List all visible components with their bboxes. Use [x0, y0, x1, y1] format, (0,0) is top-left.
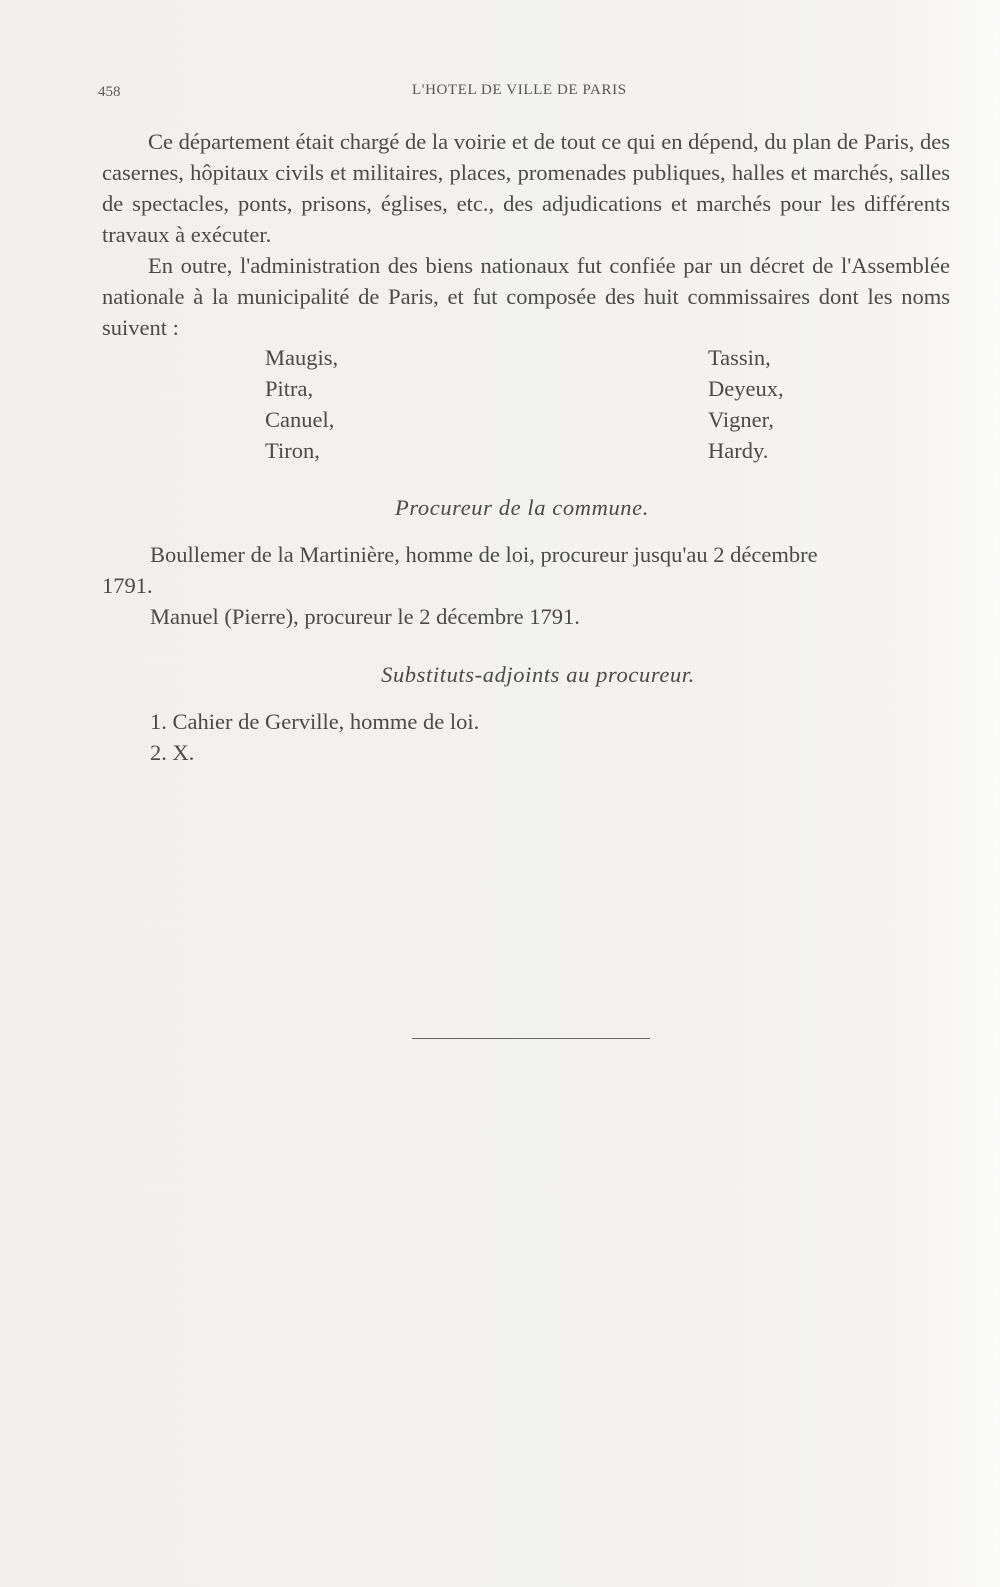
paragraph-biens-nationaux-text: En outre, l'administration des biens nationaux fut confiée par un décret de l'Assemblée nationale à la municipalité de Paris, et fut composée des huit commissaires dont les noms suivent : [102, 253, 950, 340]
substitut-item: 1. Cahier de Gerville, homme de loi. [150, 709, 480, 734]
procureur-entry: Manuel (Pierre), procureur le 2 décembre 1791. [150, 604, 580, 629]
commissaire-name: Canuel, [265, 407, 335, 432]
running-title: L'HOTEL DE VILLE DE PARIS [412, 82, 627, 98]
paragraph-voirie-text: Ce département était chargé de la voirie et de tout ce qui en dépend, du plan de Paris, des casernes, hôpitaux civils et militaires, places, promenades publiques, halles et marchés, salles de spectacles, ponts, prisons, églises, etc., des adjudications et marchés pour les différents travaux à exécuter. [102, 129, 950, 247]
commissaire-name: Pitra, [265, 376, 314, 401]
paragraph-voirie [102, 126, 950, 250]
procureur-entry: Boullemer de la Martinière, homme de loi, procureur jusqu'au 2 décembre [150, 542, 818, 567]
commissaire-name: Tiron, [265, 438, 320, 463]
commissaire-name: Vigner, [708, 407, 774, 432]
section-heading-procureur: Procureur de la commune. [395, 495, 649, 520]
commissaire-name: Deyeux, [708, 376, 784, 401]
end-rule [412, 1038, 650, 1039]
commissaire-name: Tassin, [708, 345, 771, 370]
substitut-item: 2. X. [150, 740, 195, 765]
paragraph-biens-nationaux [102, 250, 950, 343]
section-heading-substituts: Substituts-adjoints au procureur. [381, 662, 695, 687]
page-number: 458 [98, 84, 121, 100]
commissaire-name: Hardy. [708, 438, 769, 463]
commissaire-name: Maugis, [265, 345, 339, 370]
procureur-entry-continued: 1791. [102, 573, 153, 598]
